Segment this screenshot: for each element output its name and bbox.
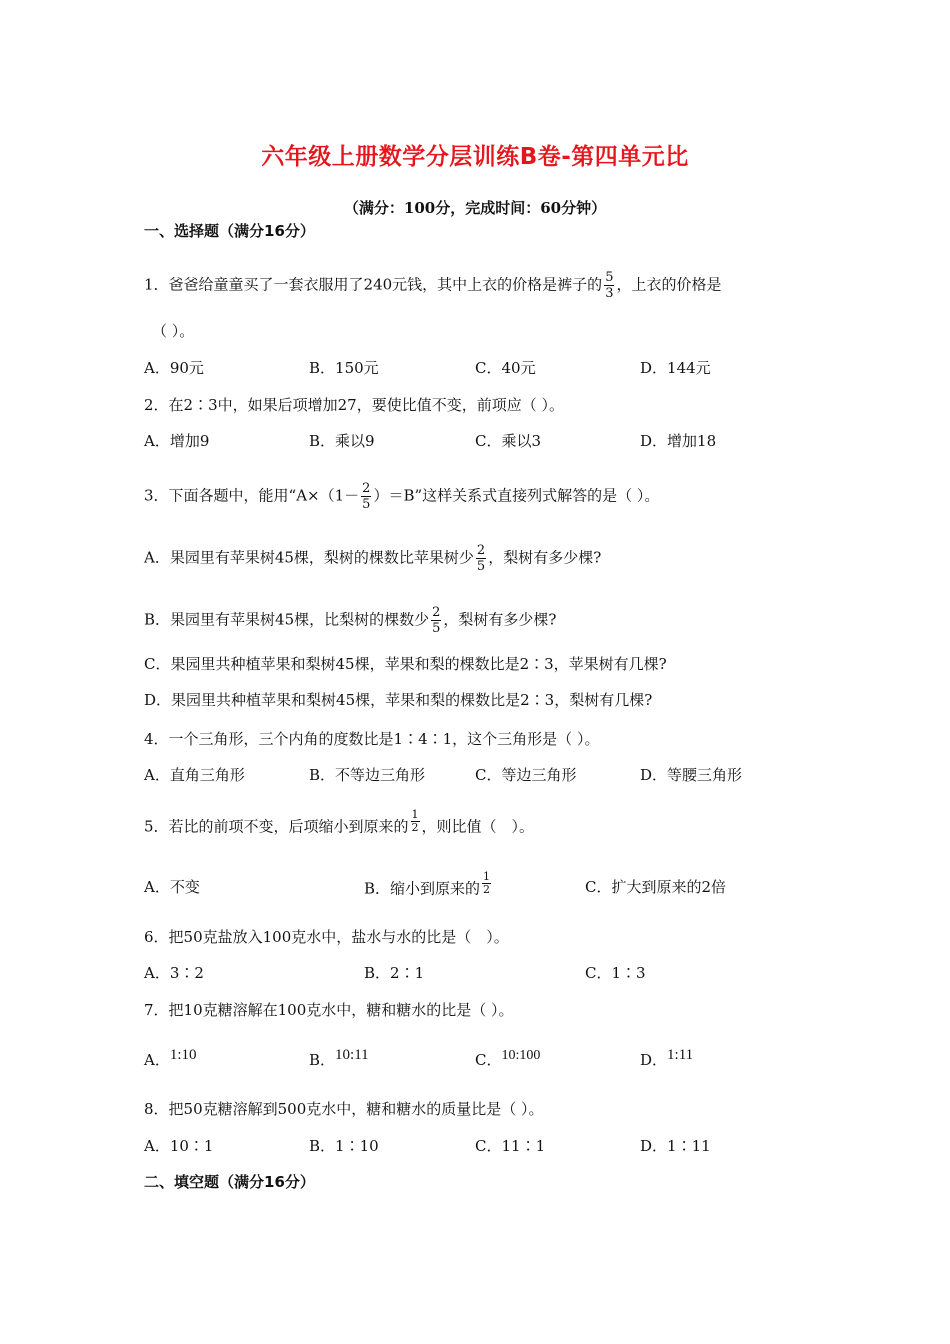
q5-option-b[interactable] [364, 870, 493, 902]
q2-option-d[interactable]: D．增加18 [640, 432, 717, 450]
option-text: B．果园里有苹果树45棵，比梨树的棵数少 [144, 610, 430, 629]
option-value: 10:100 [501, 1048, 541, 1063]
question-1 [144, 270, 721, 301]
option-letter: B． [309, 1051, 336, 1069]
q5-option-c[interactable]: C．扩大到原来的2倍 [585, 878, 727, 896]
q5-option-a[interactable]: A．不变 [144, 878, 200, 896]
question-1-text-end: ，上衣的价格是 [616, 275, 722, 294]
section-heading-fill: 二、填空题（满分16分） [144, 1173, 315, 1191]
q3-option-a[interactable] [144, 543, 601, 574]
q6-option-b[interactable]: B．2∶1 [364, 964, 425, 982]
q6-option-a[interactable]: A．3∶2 [144, 964, 204, 982]
q7-option-d[interactable] [640, 1047, 694, 1071]
option-letter: D． [640, 1051, 668, 1069]
q1-option-d[interactable]: D．144元 [640, 359, 711, 377]
q2-option-c[interactable]: C．乘以3 [475, 432, 542, 450]
fraction: $\frac{2}{5}$ [362, 481, 371, 512]
option-letter: C． [475, 1051, 502, 1069]
question-6: 6．把50克盐放入100克水中，盐水与水的比是（ ）。 [144, 928, 509, 946]
fraction: $\frac{2}{5}$ [476, 543, 486, 574]
page-title: 六年级上册数学分层训练B卷-第四单元比 [261, 144, 689, 170]
option-value: 1:10 [169, 1047, 197, 1063]
q3-option-d[interactable]: D．果园里共种植苹果和梨树45棵，苹果和梨的棵数比是2∶3，梨树有几棵? [144, 691, 653, 709]
q2-option-a[interactable]: A．增加9 [144, 432, 210, 450]
q4-option-a[interactable]: A．直角三角形 [144, 766, 245, 784]
q4-option-c[interactable]: C．等边三角形 [475, 766, 577, 784]
q1-option-a[interactable]: A．90元 [144, 359, 204, 377]
q6-option-c[interactable]: C．1∶3 [585, 964, 646, 982]
fraction: $\frac{5}{3}$ [605, 270, 614, 301]
q3-option-c[interactable]: C．果园里共种植苹果和梨树45棵，苹果和梨的棵数比是2∶3，苹果树有几棵? [144, 655, 667, 673]
question-8: 8．把50克糖溶解到500克水中，糖和糖水的质量比是（ ）。 [144, 1100, 544, 1118]
question-2: 2．在2∶3中，如果后项增加27，要使比值不变，前项应（ ）。 [144, 396, 564, 414]
q1-option-b[interactable]: B．150元 [309, 359, 379, 377]
option-value: 10:11 [335, 1047, 369, 1063]
question-7: 7．把10克糖溶解在100克水中，糖和糖水的比是（ ）。 [144, 1001, 514, 1019]
option-text-end: ，梨树有多少棵? [443, 610, 557, 629]
q4-option-b[interactable]: B．不等边三角形 [309, 766, 426, 784]
q3-option-b[interactable] [144, 605, 556, 636]
question-5-text: 5．若比的前项不变，后项缩小到原来的 [144, 817, 409, 836]
q1-option-c[interactable]: C．40元 [475, 359, 536, 377]
q8-option-c[interactable]: C．11∶1 [475, 1137, 546, 1155]
question-3 [144, 481, 659, 512]
q8-option-d[interactable]: D．1∶11 [640, 1137, 711, 1155]
question-3-text-end: ）＝B”这样关系式直接列式解答的是（ ）。 [373, 486, 660, 505]
q2-option-b[interactable]: B．乘以9 [309, 432, 375, 450]
option-letter: A． [144, 1051, 170, 1069]
q4-option-d[interactable]: D．等腰三角形 [640, 766, 743, 784]
fraction: $\frac{1}{2}$ [483, 870, 491, 896]
question-3-text: 3．下面各题中，能用“A×（1－ [144, 486, 360, 505]
question-4: 4．一个三角形，三个内角的度数比是1∶4∶1，这个三角形是（ ）。 [144, 730, 600, 748]
option-value: 1:11 [667, 1047, 694, 1063]
q7-option-a[interactable] [144, 1047, 197, 1071]
q7-option-c[interactable] [475, 1050, 540, 1072]
question-5 [144, 808, 535, 840]
q8-option-b[interactable]: B．1∶10 [309, 1137, 379, 1155]
question-1-text: 1．爸爸给童童买了一套衣服用了240元钱，其中上衣的价格是裤子的 [144, 275, 603, 294]
fraction: $\frac{2}{5}$ [432, 605, 441, 636]
section-heading-choice: 一、选择题（满分16分） [144, 222, 315, 240]
option-text: B．缩小到原来的 [364, 879, 481, 898]
option-text-end: ，梨树有多少棵? [488, 548, 602, 567]
fraction: $\frac{1}{2}$ [411, 808, 419, 834]
option-text: A．果园里有苹果树45棵，梨树的棵数比苹果树少 [144, 548, 474, 567]
question-1-continuation: （ ）。 [152, 322, 195, 340]
q7-option-b[interactable] [309, 1047, 369, 1071]
question-5-text-end: ，则比值（ ）。 [421, 817, 535, 836]
page-subtitle: （满分：100分，完成时间：60分钟） [343, 199, 607, 217]
q8-option-a[interactable]: A．10∶1 [144, 1137, 214, 1155]
